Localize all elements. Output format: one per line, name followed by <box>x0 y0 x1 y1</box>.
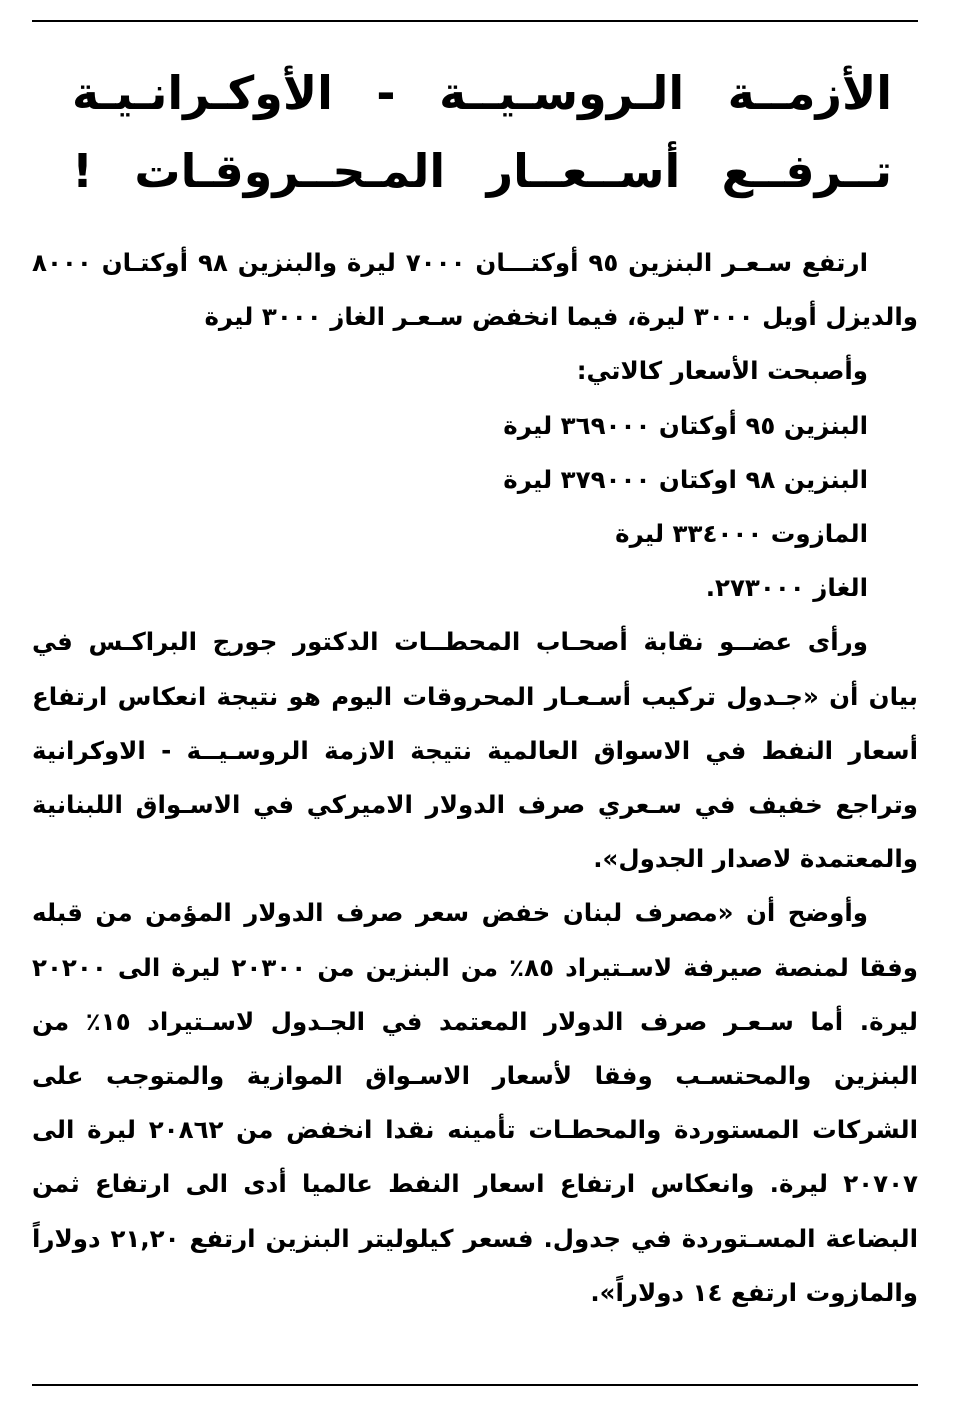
top-rule <box>32 20 918 22</box>
price-item-diesel: المازوت ٣٣٤٠٠٠ ليرة <box>615 519 868 549</box>
article <box>32 30 918 1320</box>
article-body <box>32 236 918 1320</box>
headline <box>32 54 918 210</box>
headline-line-1: الأزمــة الـروسـيــة - الأوكـرانـيـة <box>72 66 892 120</box>
bottom-rule <box>32 1384 918 1386</box>
price-list <box>32 399 918 616</box>
statement-paragraph: ورأى عضــو نقابة أصحـاب المحطــات الدكتور جورج البراكـس في بيان أن «جـدول تركيب أسـعـار المحروقات اليوم هو نتيجة انعكاس ارتفاع أسعار النفط في الاسواق العالمية نتيجة الازمة الروسـيــة - الاوكرانية وتراجع خفيف في سـعري صرف الدولار الاميركي في الاسـواق اللبنانية والمعتمدة لاصدار الجدول». <box>32 627 918 874</box>
exchange-rate-paragraph: وأوضح أن «مصرف لبنان خفض سعر صرف الدولار المؤمن من قبله وفقا لمنصة صيرفة لاسـتيراد ٨٥٪ من البنزين من ٢٠٣٠٠ ليرة الى ٢٠٢٠٠ ليرة. أما سـعـر صرف الدولار المعتمد في الجـدول لاسـتيراد ١٥٪ من البنزين والمحتسـب وفقا لأسعار الاسـواق الموازية والمتوجب على الشركات المستوردة والمحطـات تأمينه نقدا انخفض من ٢٠٨٦٢ ليرة الى ٢٠٧٠٧ ليرة. وانعكاس ارتفاع اسعار النفط عالميا أدى الى ارتفاع ثمن البضاعة المسـتوردة في جدول. فسعر كيلوليتر البنزين ارتفع ٢١,٢٠ دولاراً والمازوت ارتفع ١٤ دولاراً». <box>32 898 919 1307</box>
price-item-benzine-98: البنزين ٩٨ اوكتان ٣٧٩٠٠٠ ليرة <box>503 464 868 494</box>
headline-line-2: تــرفــع أســعــار المـحــروقـات ! <box>72 144 892 198</box>
prices-heading: وأصبحت الأسعار كالاتي: <box>576 356 868 386</box>
intro-paragraph: ارتفع سـعـر البنزين ٩٥ أوكتـــان ٧٠٠٠ ليرة والبنزين ٩٨ أوكتـان ٨٠٠٠ والديزل أويل ٣٠٠٠ ليرة، فيما انخفض سـعـر الغاز ٣٠٠٠ ليرة <box>32 248 918 332</box>
price-item-benzine-95: البنزين ٩٥ أوكتان ٣٦٩٠٠٠ ليرة <box>503 410 868 440</box>
price-item-gas: الغاز ٢٧٣٠٠٠. <box>705 573 868 603</box>
